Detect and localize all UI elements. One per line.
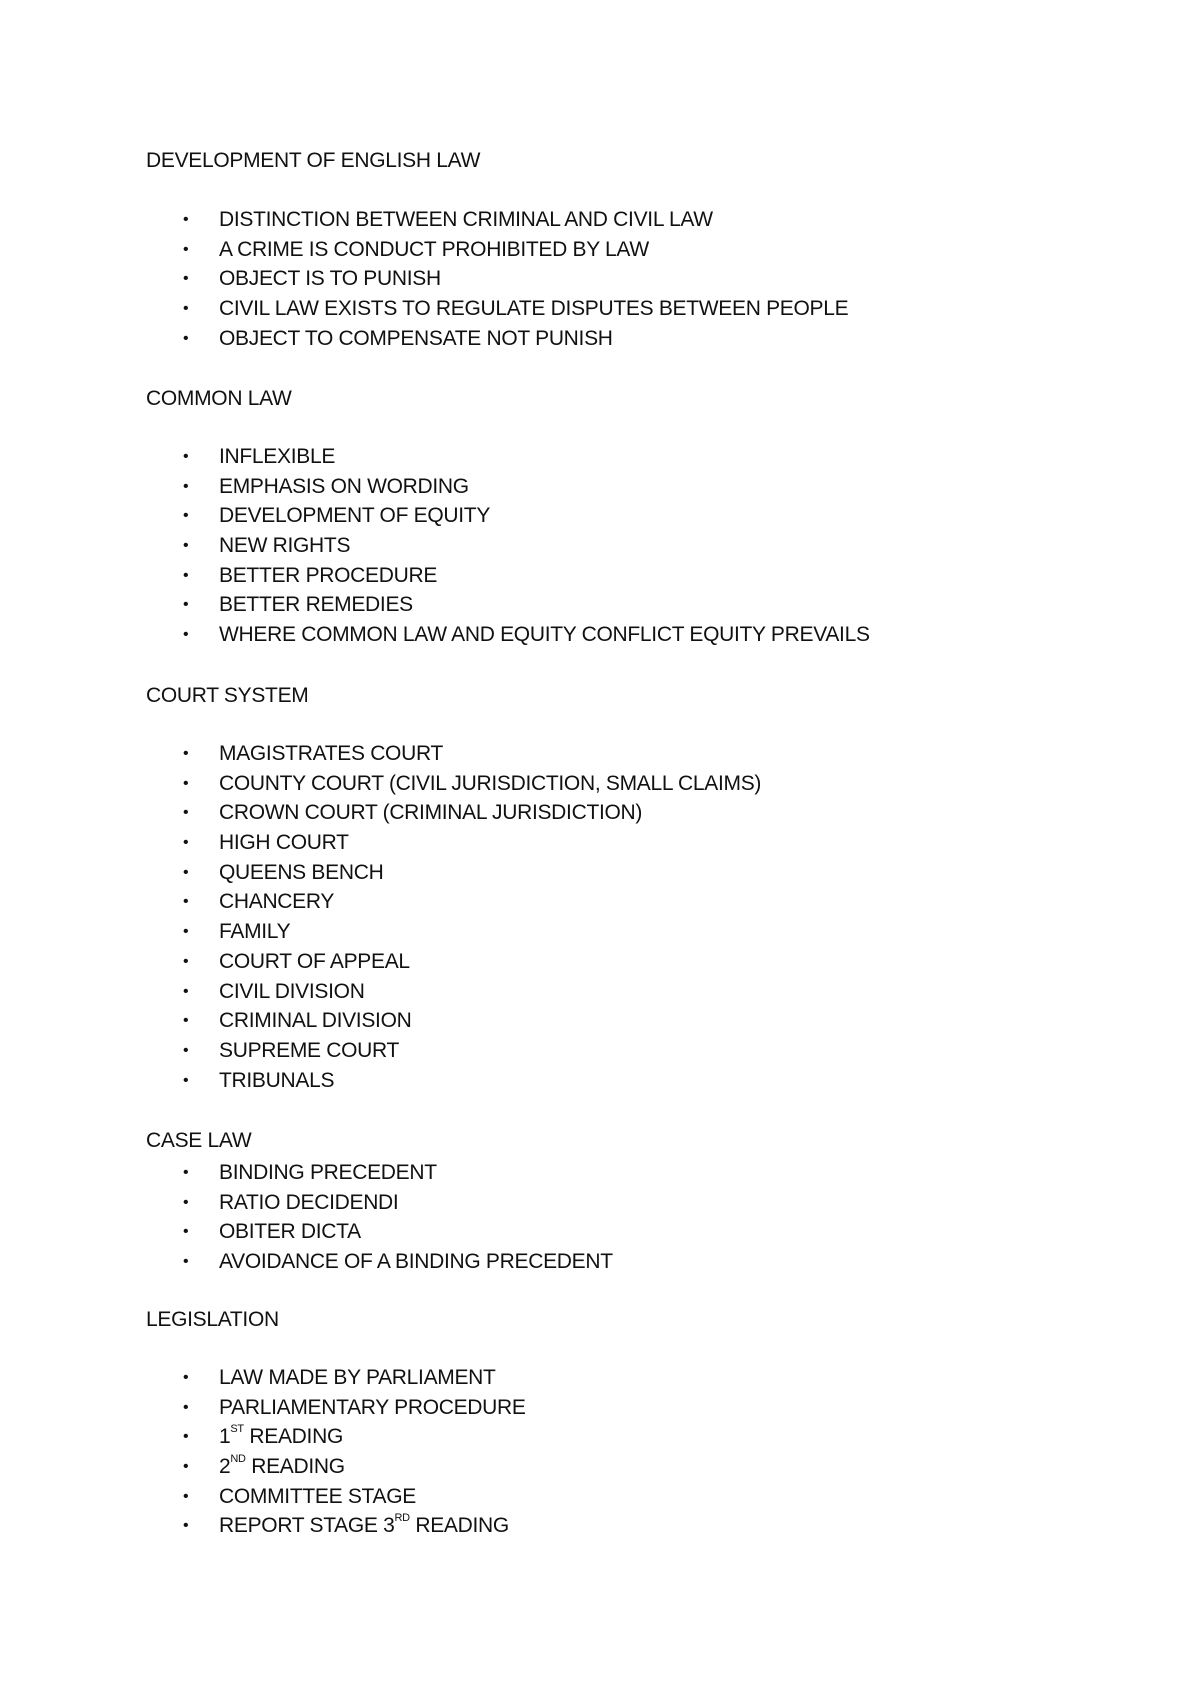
bullet-icon: • bbox=[183, 626, 189, 644]
document-page: DEVELOPMENT OF ENGLISH LAW • DISTINCTION BETWEEN CRIMINAL AND CIVIL LAW • A CRIME IS CONDUCT PROHIBITED BY LAW • OBJECT IS TO PUNISH • CIVIL LAW EXISTS TO REGULATE DISPUTES BETWEEN PEOPLE • OBJECT TO COMPENSATE NOT PUNISH COMMON LAW • INFLEXIBLE • EMPHASIS ON WORDING • DEVELOPMENT OF EQUITY • NEW RIGHTS • BETTER PROCEDURE • BETTER REMEDIES • WHERE COMMON LAW AND EQUITY CONFLICT EQUITY PREVAILS COURT SYSTEM • MAGISTRATES COURT • COUNTY COURT (CIVIL JURISDICTION, SMALL CLAIMS) • CROWN COURT (CRIMINAL JURISDICTION) • HIGH COURT • QUEENS BENCH • CHANCERY • FAMILY • COURT OF APPEAL • CIVIL DIVISION • CRIMINAL DIVISION • SUPREME COURT • TRIBUNALS CASE LAW • BINDING PRECEDENT • RATIO DECIDENDI • OBITER DICTA • AVOIDANCE OF A BINDING PRECEDENT LEGISLATION • LAW MADE BY PARLIAMENT • PARLIAMENTARY PROCEDURE • 1ST READING • 2ND READING • COMMITTEE STAGE • REPORT STAGE 3RD READING bbox=[146, 149, 870, 1538]
bullet-icon: • bbox=[183, 923, 189, 941]
section-heading-legislation: LEGISLATION bbox=[146, 1308, 279, 1331]
bullet-icon: • bbox=[183, 1428, 189, 1446]
bullet-icon: • bbox=[183, 1253, 189, 1271]
bullet-icon: • bbox=[183, 1041, 189, 1059]
bullet-icon: • bbox=[183, 804, 189, 822]
bullet-icon: • bbox=[183, 893, 189, 911]
bullet-icon: • bbox=[183, 448, 189, 465]
bullet-icon: • bbox=[183, 537, 189, 555]
section-heading-development: DEVELOPMENT OF ENGLISH LAW bbox=[146, 149, 481, 172]
bullet-icon: • bbox=[183, 774, 189, 792]
bullet-icon: • bbox=[183, 1193, 189, 1211]
bullet-icon: • bbox=[183, 329, 189, 347]
bullet-icon: • bbox=[183, 1164, 189, 1181]
bullet-icon: • bbox=[183, 300, 189, 318]
section-heading-court-system: COURT SYSTEM bbox=[146, 684, 309, 707]
bullet-icon: • bbox=[183, 566, 189, 584]
bullet-icon: • bbox=[183, 834, 189, 852]
bullet-icon: • bbox=[183, 240, 189, 258]
bullet-icon: • bbox=[183, 982, 189, 1000]
bullet-icon: • bbox=[183, 745, 189, 762]
bullet-icon: • bbox=[183, 1223, 189, 1241]
bullet-icon: • bbox=[183, 1012, 189, 1030]
bullet-icon: • bbox=[183, 863, 189, 881]
bullet-icon: • bbox=[183, 211, 189, 228]
bullet-icon: • bbox=[183, 507, 189, 525]
section-heading-common-law: COMMON LAW bbox=[146, 387, 292, 410]
bullet-icon: • bbox=[183, 1369, 189, 1386]
bullet-icon: • bbox=[183, 270, 189, 288]
bullet-icon: • bbox=[183, 596, 189, 614]
bullet-icon: • bbox=[183, 1517, 189, 1535]
bullet-icon: • bbox=[183, 1071, 189, 1089]
bullet-icon: • bbox=[183, 477, 189, 495]
bullet-icon: • bbox=[183, 952, 189, 970]
bullet-icon: • bbox=[183, 1398, 189, 1416]
section-heading-case-law: CASE LAW bbox=[146, 1129, 252, 1152]
bullet-icon: • bbox=[183, 1458, 189, 1476]
bullet-icon: • bbox=[183, 1487, 189, 1505]
